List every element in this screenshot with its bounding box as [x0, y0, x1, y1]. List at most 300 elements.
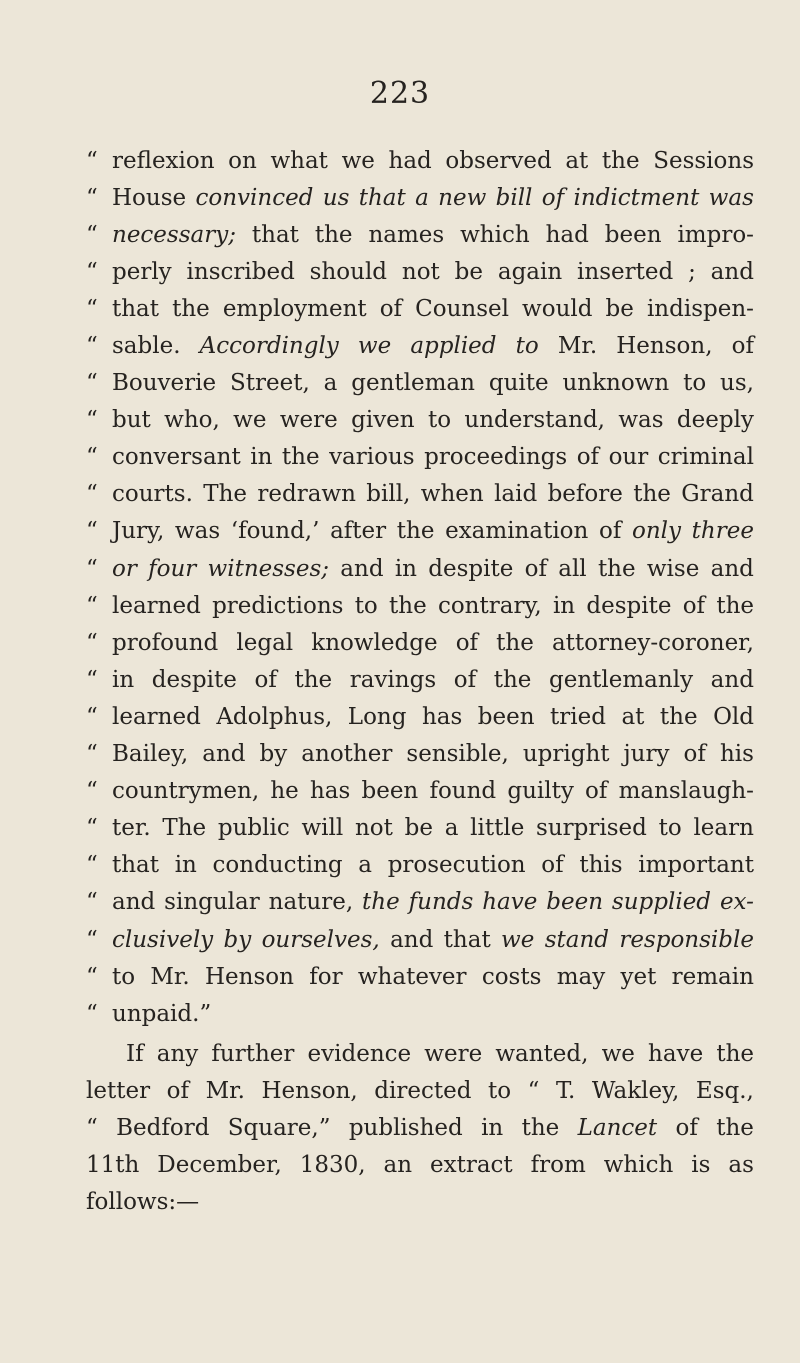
text-line — [86, 1109, 754, 1146]
word: gentlemanly — [549, 666, 694, 693]
word: ravings — [349, 666, 437, 693]
page-number: 223 — [369, 76, 431, 111]
word: Old — [713, 703, 754, 730]
word: of — [524, 555, 547, 582]
word: should — [309, 258, 388, 285]
word: of — [598, 518, 622, 545]
word: sensible, — [406, 741, 509, 768]
text-line — [86, 624, 754, 661]
word: not — [401, 258, 440, 285]
line-text — [112, 444, 754, 470]
word: various — [329, 444, 415, 471]
word: gentleman — [351, 370, 475, 397]
word: to — [112, 963, 136, 990]
word: inserted — [577, 258, 674, 285]
line-text — [112, 815, 754, 841]
word: applied — [410, 333, 497, 360]
word: been — [604, 221, 662, 248]
word: had — [545, 221, 589, 248]
text-line — [86, 179, 754, 216]
quote-mark: “ — [86, 741, 98, 768]
word: and — [390, 926, 434, 953]
word: inscribed — [186, 258, 295, 285]
line-text — [112, 333, 754, 359]
word: and — [710, 555, 754, 582]
word: have — [482, 889, 538, 916]
word: be — [454, 258, 483, 285]
word: names — [368, 221, 445, 248]
quote-mark: “ — [86, 1000, 98, 1027]
word: “ — [527, 1077, 540, 1104]
text-line — [86, 847, 754, 884]
quoted-block — [86, 142, 754, 1032]
word: Mr. — [205, 1077, 245, 1104]
text-line — [86, 1183, 754, 1220]
word: of — [379, 295, 403, 322]
line-text — [112, 185, 754, 211]
quote-mark: “ — [86, 778, 98, 805]
word: a — [415, 184, 429, 211]
line-text — [112, 259, 754, 285]
line-text — [112, 593, 754, 619]
quote-mark: “ — [86, 481, 98, 508]
word: was — [708, 184, 754, 211]
word: at — [621, 703, 645, 730]
word: letter — [86, 1077, 151, 1104]
word: we — [341, 147, 375, 174]
word: Jury, — [112, 518, 165, 545]
text-line — [86, 1146, 754, 1183]
word: unknown — [562, 370, 670, 397]
word: will — [301, 815, 344, 842]
word: convinced — [195, 184, 314, 211]
word: in — [552, 592, 576, 619]
word: a — [444, 815, 459, 842]
text-line — [86, 773, 754, 810]
quote-mark: “ — [86, 295, 98, 322]
word: the — [172, 295, 210, 322]
quote-mark: “ — [86, 184, 98, 211]
word: that — [443, 926, 491, 953]
quote-mark: “ — [86, 407, 98, 434]
word: who, — [164, 407, 220, 434]
text-line — [86, 327, 754, 364]
word: to — [683, 370, 707, 397]
word: Henson — [205, 963, 294, 990]
word: the — [362, 889, 400, 916]
word: Mr. — [557, 333, 598, 360]
word: of — [675, 1114, 698, 1141]
text-line — [86, 661, 754, 698]
word: may — [556, 963, 606, 990]
word: the — [601, 147, 640, 174]
text-line — [86, 439, 754, 476]
word: understand, — [464, 407, 605, 434]
word: by — [223, 926, 252, 953]
word: indispen- — [646, 295, 754, 322]
word: legal — [236, 629, 294, 656]
word: bill — [495, 184, 533, 211]
word: directed — [374, 1077, 472, 1104]
word: perly — [112, 258, 172, 285]
word: the — [396, 518, 435, 545]
word: examination — [445, 518, 589, 545]
word: from — [530, 1151, 586, 1178]
word: the — [597, 555, 636, 582]
word: Lancet — [577, 1114, 658, 1141]
word: yet — [620, 963, 657, 990]
word: criminal — [657, 444, 754, 471]
word: wise — [646, 555, 700, 582]
word: Sessions — [653, 147, 754, 174]
word: has — [309, 778, 351, 805]
word: of — [166, 1077, 189, 1104]
word: been — [546, 889, 604, 916]
word: remain — [671, 963, 754, 990]
text-line — [86, 958, 754, 995]
text-line — [86, 513, 754, 550]
word: on — [228, 147, 257, 174]
word: was — [618, 407, 664, 434]
quote-mark: “ — [86, 370, 98, 397]
line-text — [112, 556, 754, 582]
word: three — [691, 518, 754, 545]
word: “ — [86, 1114, 98, 1141]
word: again — [497, 258, 563, 285]
word: ex- — [719, 889, 754, 916]
word: of — [683, 741, 706, 768]
word: guilty — [507, 778, 574, 805]
quote-mark: “ — [86, 221, 98, 248]
word: of — [576, 444, 600, 471]
quote-mark: “ — [86, 555, 98, 582]
line-text — [112, 370, 754, 396]
word: despite — [151, 666, 237, 693]
word: the — [716, 1114, 754, 1141]
line-text — [112, 407, 754, 433]
line-text — [112, 778, 754, 804]
word: upright — [522, 741, 610, 768]
word: of — [254, 666, 277, 693]
word: Street, — [230, 370, 310, 397]
word: in — [394, 555, 417, 582]
word: four — [148, 555, 197, 582]
word: to — [427, 407, 452, 434]
quote-mark: “ — [86, 333, 98, 360]
word: whatever — [357, 963, 467, 990]
text-line — [86, 1035, 754, 1072]
word: ‘found,’ — [230, 518, 320, 545]
word: found — [429, 778, 497, 805]
word: ; — [688, 258, 696, 285]
word: after — [330, 518, 387, 545]
word: was — [174, 518, 221, 545]
word: 1830, — [299, 1151, 366, 1178]
text-line — [86, 142, 754, 179]
word: redrawn — [257, 481, 356, 508]
quote-mark: “ — [86, 926, 98, 953]
word: December, — [157, 1151, 282, 1178]
word: the — [633, 481, 671, 508]
quote-mark: “ — [86, 629, 98, 656]
word: Bailey, — [112, 741, 189, 768]
word: as — [728, 1151, 754, 1178]
quote-mark: “ — [86, 889, 98, 916]
word: 11th — [86, 1151, 140, 1178]
word: predictions — [212, 592, 344, 619]
word: of — [541, 184, 565, 211]
word: wanted, — [495, 1040, 589, 1067]
word: to — [488, 1077, 512, 1104]
word: contrary, — [437, 592, 542, 619]
word: a — [358, 852, 373, 879]
word: costs — [481, 963, 542, 990]
text-line — [86, 402, 754, 439]
word: the — [389, 592, 427, 619]
word: not — [354, 815, 393, 842]
word: been — [361, 778, 419, 805]
word: he — [270, 778, 299, 805]
word: published — [348, 1114, 463, 1141]
word: in — [250, 444, 273, 471]
word: and — [112, 889, 156, 916]
word: evidence — [307, 1040, 412, 1067]
text-line — [86, 550, 754, 587]
word: all — [558, 555, 587, 582]
word: reflexion — [112, 147, 215, 174]
word: the — [496, 629, 534, 656]
word: laid — [494, 481, 538, 508]
word: singular — [164, 889, 260, 916]
word: of — [455, 629, 479, 656]
word: another — [301, 741, 393, 768]
quote-mark: “ — [86, 963, 98, 990]
word: an — [383, 1151, 413, 1178]
word: Mr. — [150, 963, 190, 990]
word: new — [438, 184, 487, 211]
word: Square,” — [227, 1114, 331, 1141]
word: important — [638, 852, 754, 879]
word: the — [521, 1114, 560, 1141]
word: further — [211, 1040, 295, 1067]
word: given — [351, 407, 415, 434]
word: of — [541, 852, 564, 879]
line-text — [112, 296, 754, 322]
word: employment — [222, 295, 367, 322]
word: has — [421, 703, 463, 730]
word: only — [632, 518, 682, 545]
word: necessary; — [112, 221, 236, 248]
line-text — [112, 852, 754, 878]
word: were — [424, 1040, 483, 1067]
word: surprised — [536, 815, 647, 842]
word: little — [470, 815, 525, 842]
word: sable. — [112, 333, 181, 360]
word: The — [162, 815, 207, 842]
word: and — [202, 741, 246, 768]
word: funds — [408, 889, 474, 916]
word: been — [477, 703, 535, 730]
line-text — [112, 667, 754, 693]
word: would — [522, 295, 593, 322]
word: in — [174, 852, 197, 879]
word: manslaugh- — [618, 778, 754, 805]
word: Henson, — [616, 333, 713, 360]
word: we — [601, 1040, 635, 1067]
quote-mark: “ — [86, 703, 98, 730]
word: profound — [112, 629, 219, 656]
word: Bouverie — [112, 370, 217, 397]
word: our — [608, 444, 649, 471]
word: the — [716, 1040, 754, 1067]
word: of — [453, 666, 477, 693]
word: Bedford — [116, 1114, 210, 1141]
word: us, — [720, 370, 754, 397]
word: and — [710, 666, 754, 693]
word: Counsel — [415, 295, 509, 322]
word: the — [716, 592, 754, 619]
word: jury — [623, 741, 670, 768]
word: when — [420, 481, 484, 508]
paragraph — [86, 1035, 754, 1220]
word: that — [112, 295, 160, 322]
text-line — [86, 698, 754, 735]
text-line — [86, 476, 754, 513]
text-line — [86, 921, 754, 958]
quote-mark: “ — [86, 147, 98, 174]
line-text — [112, 518, 754, 544]
word: in — [481, 1114, 504, 1141]
word: T. — [556, 1077, 576, 1104]
text-line — [86, 587, 754, 624]
text-line — [86, 810, 754, 847]
word: extract — [430, 1151, 513, 1178]
word: bill, — [366, 481, 411, 508]
word: Long — [347, 703, 407, 730]
word: deeply — [676, 407, 754, 434]
word: proceedings — [424, 444, 568, 471]
word: by — [259, 741, 288, 768]
word: public — [217, 815, 290, 842]
text-line — [86, 365, 754, 402]
word: this — [579, 852, 623, 879]
word: knowledge — [311, 629, 438, 656]
word: The — [203, 481, 248, 508]
quote-mark: “ — [86, 444, 98, 471]
word: at — [565, 147, 589, 174]
word: despite — [586, 592, 672, 619]
word: to — [354, 592, 378, 619]
word: we — [501, 926, 535, 953]
word: :— — [168, 1188, 200, 1215]
text-line — [86, 884, 754, 921]
word: the — [281, 444, 320, 471]
word: courts. — [112, 481, 193, 508]
quote-mark: “ — [86, 815, 98, 842]
word: that — [358, 184, 406, 211]
word: that — [251, 221, 299, 248]
word: what — [270, 147, 328, 174]
quote-mark: “ — [86, 258, 98, 285]
word: impro- — [677, 221, 754, 248]
word: responsible — [619, 926, 754, 953]
word: If — [126, 1040, 144, 1067]
line-text — [112, 222, 754, 248]
word: were — [279, 407, 338, 434]
word: countrymen, — [112, 778, 260, 805]
line-text — [112, 964, 754, 990]
word: quite — [488, 370, 549, 397]
word: clusively — [112, 926, 214, 953]
word: ourselves, — [261, 926, 380, 953]
word: and — [340, 555, 384, 582]
word: observed — [445, 147, 552, 174]
word: prosecution — [387, 852, 526, 879]
text-line — [86, 253, 754, 290]
line-text — [112, 927, 754, 953]
word: of — [585, 778, 608, 805]
word: Accordingly — [199, 333, 339, 360]
word: despite — [428, 555, 514, 582]
word: in — [112, 666, 135, 693]
word: the — [493, 666, 532, 693]
word: the — [294, 666, 333, 693]
word: Wakley, — [591, 1077, 680, 1104]
text-line — [86, 995, 754, 1032]
word: follows — [86, 1188, 169, 1215]
line-text — [112, 704, 754, 730]
quote-mark: “ — [86, 518, 98, 545]
word: we — [233, 407, 267, 434]
word: learn — [693, 815, 754, 842]
word: had — [388, 147, 432, 174]
word: witnesses; — [207, 555, 330, 582]
word: which — [460, 221, 530, 248]
quote-mark: “ — [86, 852, 98, 879]
word: is — [691, 1151, 711, 1178]
word: but — [112, 407, 151, 434]
word: House — [112, 184, 187, 211]
quote-mark: “ — [86, 666, 98, 693]
word: ter. — [112, 815, 151, 842]
text-line — [86, 736, 754, 773]
line-text — [112, 741, 754, 767]
word: conducting — [212, 852, 343, 879]
word: and — [710, 258, 754, 285]
word: learned — [112, 703, 201, 730]
text-line — [86, 290, 754, 327]
word: of — [731, 333, 754, 360]
word: learned — [112, 592, 201, 619]
word: his — [719, 741, 754, 768]
line-text — [112, 889, 754, 915]
word: have — [648, 1040, 704, 1067]
word: or — [112, 555, 137, 582]
text-line — [86, 1072, 754, 1109]
line-text — [112, 481, 754, 507]
word: Grand — [681, 481, 754, 508]
word: supplied — [611, 889, 712, 916]
word: for — [309, 963, 343, 990]
line-text — [112, 148, 754, 174]
word: we — [357, 333, 392, 360]
word: unpaid.” — [112, 1000, 212, 1027]
word: Henson, — [261, 1077, 358, 1104]
word: that — [112, 852, 160, 879]
word: indictment — [573, 184, 700, 211]
text-line — [86, 216, 754, 253]
word: any — [156, 1040, 199, 1067]
